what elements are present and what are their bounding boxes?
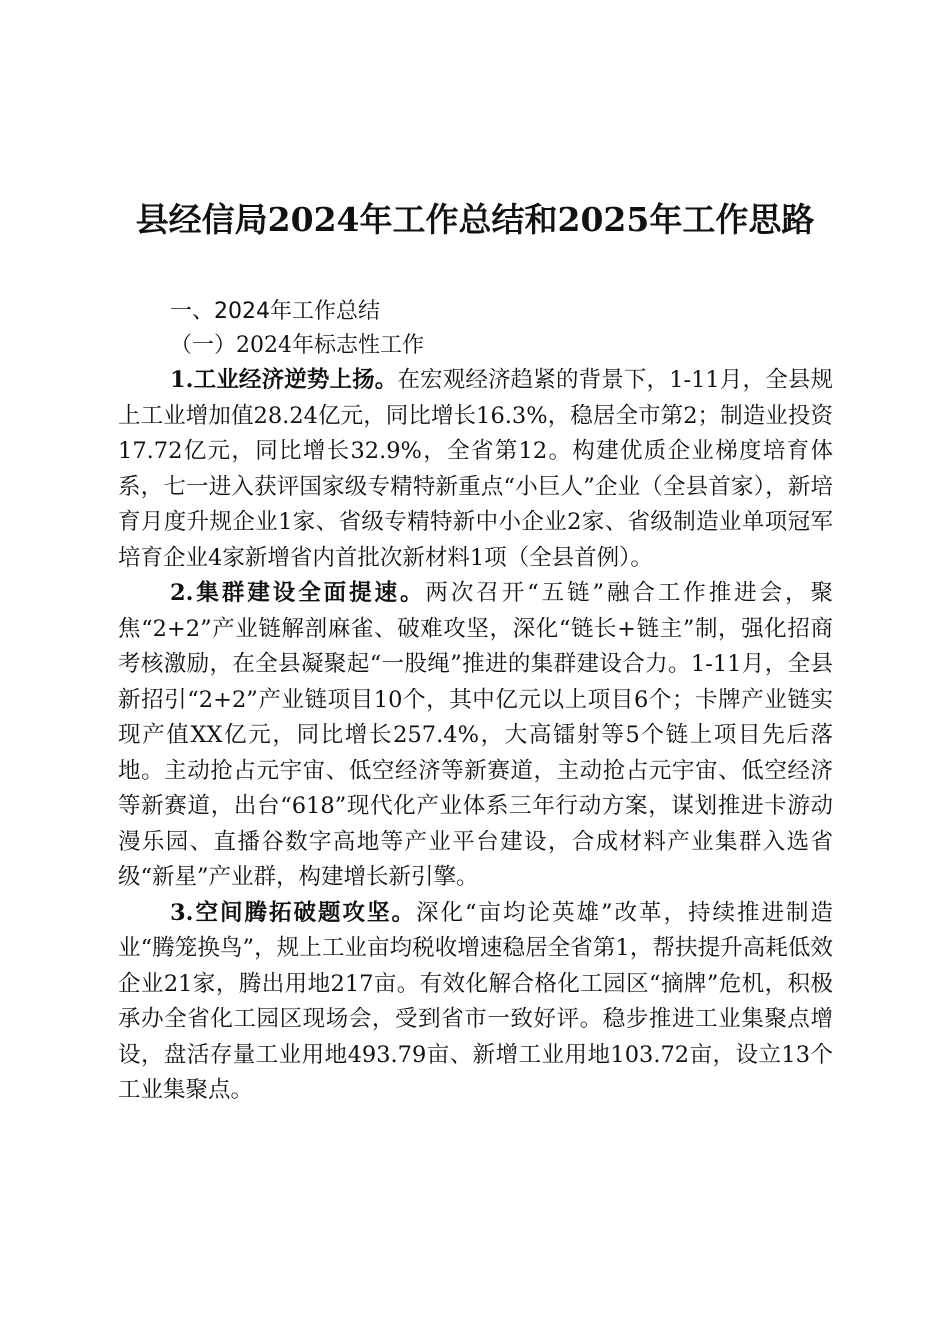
document-title: 县经信局2024年工作总结和2025年工作思路 (135, 200, 815, 239)
subsection-heading: （一）2024年标志性工作 (170, 333, 424, 358)
paragraph-text: 两次召开“五链”融合工作推进会，聚焦“2+2”产业链解剖麻雀、破难攻坚，深化“链长+链主”制，强化招商考核激励，在全县凝聚起“一股绳”推进的集群建设合力。1-11月，全县新招引“2+2”产业链项目10个，其中亿元以上项目6个；卡牌产业链实现产值XX亿元，同比增长257.4%，大高镭射等5个链上项目先后落地。主动抢占元宇宙、低空经济等新赛道，主动抢占元宇宙、低空经济等新赛道，出台“618”现代化产业体系三年行动方案，谋划推进卡游动漫乐园、直播谷数字高地等产业平台建设，合成材料产业集群入选省级“新星”产业群，构建增长新引擎。 (118, 580, 833, 890)
paragraph-text: 在宏观经济趋紧的背景下，1-11月，全县规上工业增加值28.24亿元，同比增长16.3%，稳居全市第2；制造业投资17.72亿元，同比增长32.9%，全省第12。构建优质企业梯度培育体系，七一进入获评国家级专精特新重点“小巨人”企业（全县首家），新培育月度升规企业1家、省级专精特新中小企业2家、省级制造业单项冠军培育企业4家新增省内首批次新材料1项（全县首例）。 (118, 367, 833, 571)
paragraph-text: 深化“亩均论英雄”改革，持续推进制造业“腾笼换鸟”，规上工业亩均税收增速稳居全省第1，帮扶提升高耗低效企业21家，腾出用地217亩。有效化解合格化工园区“摘牌”危机，积极承办全省化工园区现场会，受到省市一致好评。稳步推进工业集聚点增设，盘活存量工业用地493.79亩、新增工业用地103.72亩，设立13个工业集聚点。 (118, 899, 833, 1103)
paragraph-industrial-economy (118, 363, 833, 576)
paragraph-lead: 2.集群建设全面提速。 (170, 580, 426, 606)
paragraph-space-expansion (118, 896, 833, 1109)
paragraph-lead: 1.工业经济逆势上扬。 (170, 367, 398, 393)
paragraph-lead: 3.空间腾拓破题攻坚。 (170, 899, 416, 926)
paragraph-cluster-construction (118, 576, 833, 896)
section-heading: 一、2024年工作总结 (170, 299, 380, 324)
document-body (118, 294, 833, 1109)
